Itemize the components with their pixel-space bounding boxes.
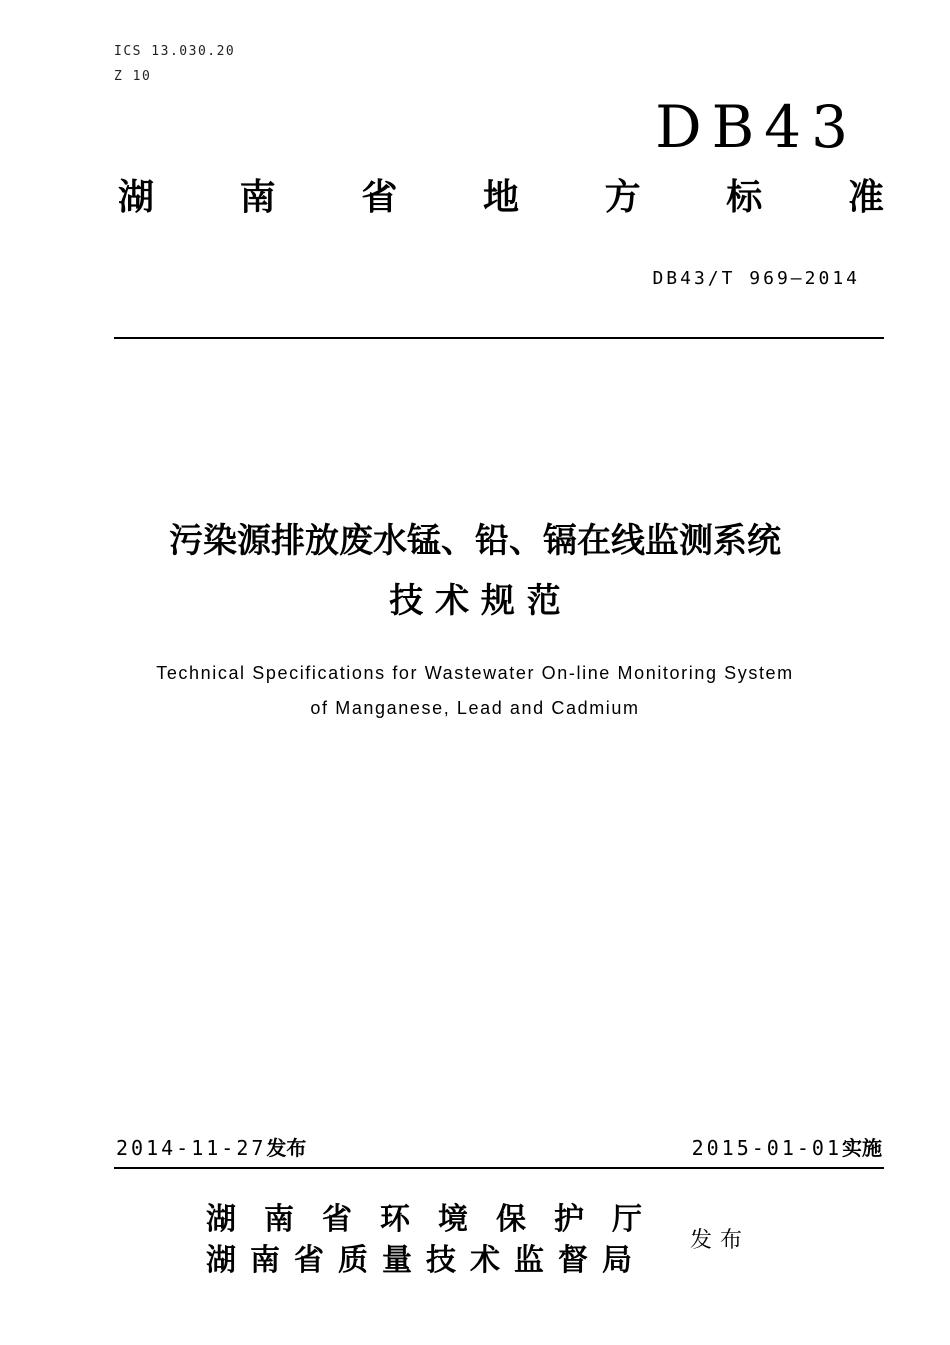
title-cn-line1: 污染源排放废水锰、铅、镉在线监测系统 bbox=[169, 521, 781, 561]
implement-date-line bbox=[692, 1138, 882, 1158]
issuer-quality: 湖南省质量技术监督局 bbox=[206, 1243, 646, 1278]
standard-type-char: 湖 bbox=[118, 177, 155, 218]
standard-type bbox=[118, 177, 884, 218]
title-en-line1: Technical Specifications for Wastewater On-line Monitoring System bbox=[156, 663, 794, 683]
header-divider bbox=[114, 337, 884, 339]
title-cn-line2: 技 术 规 范 bbox=[389, 581, 561, 621]
standard-type-char: 地 bbox=[482, 177, 519, 218]
standard-number: DB43/T 969—2014 bbox=[652, 268, 860, 289]
standard-type-char: 省 bbox=[361, 177, 398, 218]
release-date-line bbox=[116, 1138, 306, 1158]
publish-label: 发布 bbox=[690, 1228, 751, 1253]
issuer-environment: 湖南省环境保护厅 bbox=[206, 1202, 670, 1237]
standard-type-char: 南 bbox=[239, 177, 276, 218]
implement-label: 实施 bbox=[842, 1136, 882, 1160]
standard-type-char: 准 bbox=[847, 177, 884, 218]
standard-type-char: 方 bbox=[604, 177, 641, 218]
title-en-line2: of Manganese, Lead and Cadmium bbox=[310, 698, 640, 718]
footer-divider bbox=[114, 1167, 884, 1169]
standard-type-char: 标 bbox=[726, 177, 763, 218]
implement-date: 2015-01-01 bbox=[691, 1136, 842, 1160]
ics-code: ICS 13.030.20 bbox=[114, 44, 236, 59]
release-label: 发布 bbox=[266, 1136, 307, 1160]
category-code: Z 10 bbox=[114, 69, 152, 84]
release-date: 2014-11-27 bbox=[116, 1136, 267, 1160]
db-code: DB43 bbox=[655, 93, 858, 161]
